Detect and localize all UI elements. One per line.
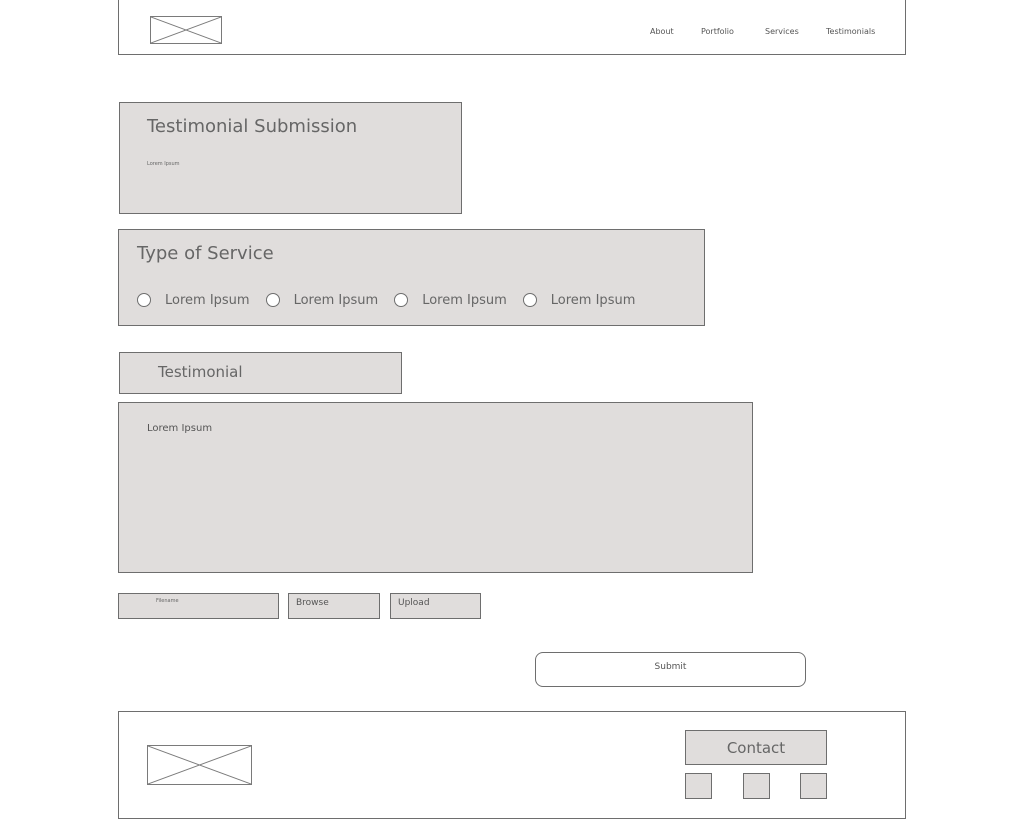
- submit-button[interactable]: [535, 652, 806, 687]
- service-radio-option[interactable]: [266, 293, 379, 308]
- submit-label: Submit: [654, 662, 687, 672]
- radio-label: Lorem Ipsum: [422, 292, 507, 308]
- page-title: Testimonial Submission: [147, 116, 358, 137]
- browse-button[interactable]: [288, 593, 380, 619]
- radio-button[interactable]: [523, 293, 537, 307]
- nav-about[interactable]: About: [650, 27, 674, 36]
- radio-label: Lorem Ipsum: [550, 292, 636, 308]
- intro-panel: [119, 102, 462, 214]
- testimonial-textarea[interactable]: [118, 402, 753, 573]
- radio-button[interactable]: [266, 293, 280, 307]
- nav-portfolio[interactable]: Portfolio: [701, 27, 734, 36]
- contact-button[interactable]: [685, 730, 827, 765]
- testimonial-heading: Testimonial: [158, 363, 243, 381]
- contact-label: Contact: [726, 739, 786, 757]
- social-icon[interactable]: [800, 773, 827, 799]
- service-radio-option[interactable]: [394, 293, 507, 308]
- service-panel: [118, 229, 705, 326]
- filename-field[interactable]: [118, 593, 279, 619]
- testimonial-text: Lorem Ipsum: [147, 423, 213, 434]
- service-radio-group: [137, 291, 651, 309]
- footer-logo-icon: [147, 745, 252, 785]
- radio-label: Lorem Ipsum: [293, 292, 379, 308]
- filename-placeholder: Filename: [156, 598, 179, 604]
- intro-subtitle: Lorem Ipsum: [147, 161, 180, 167]
- browse-label: Browse: [296, 598, 329, 608]
- testimonial-heading-box: [119, 352, 402, 394]
- social-icon[interactable]: [685, 773, 712, 799]
- service-radio-option[interactable]: [137, 293, 250, 308]
- upload-button[interactable]: [390, 593, 481, 619]
- nav-testimonials[interactable]: Testimonials: [826, 27, 876, 36]
- header-logo-icon[interactable]: [150, 16, 222, 44]
- radio-label: Lorem Ipsum: [165, 292, 250, 308]
- social-icon[interactable]: [743, 773, 770, 799]
- upload-label: Upload: [398, 598, 430, 608]
- radio-button[interactable]: [394, 293, 408, 307]
- service-heading: Type of Service: [137, 243, 274, 264]
- nav-services[interactable]: Services: [765, 27, 799, 36]
- service-radio-option[interactable]: [523, 293, 636, 308]
- radio-button[interactable]: [137, 293, 151, 307]
